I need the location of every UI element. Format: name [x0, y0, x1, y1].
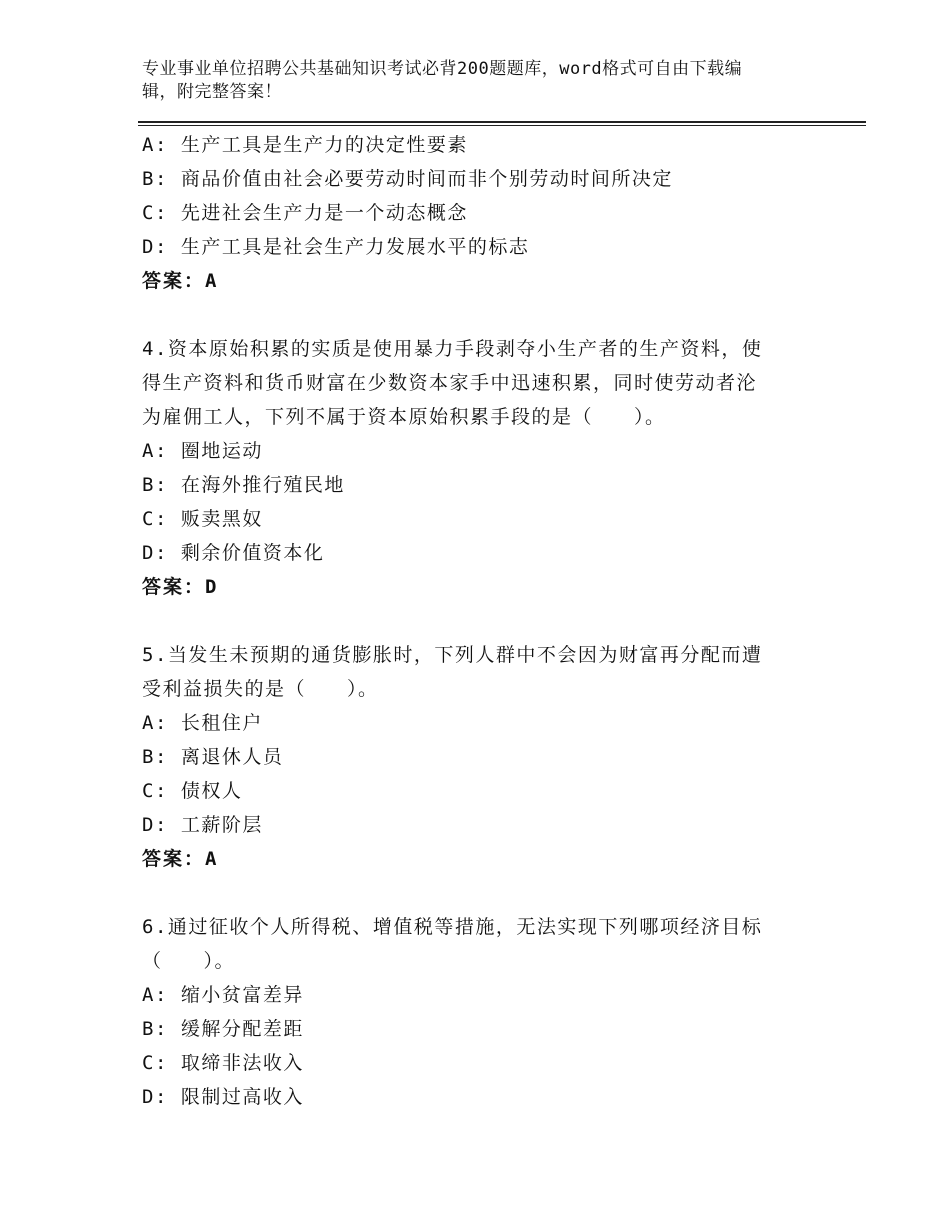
spacer: [142, 876, 822, 910]
q4-text-line-3: 为雇佣工人，下列不属于资本原始积累手段的是（ ）。: [142, 406, 666, 428]
q4-text-line-2: 得生产资料和货币财富在少数资本家手中迅速积累，同时使劳动者沦: [142, 372, 758, 394]
page-header: [142, 58, 782, 104]
q5-option-b: B: 离退休人员: [142, 746, 284, 768]
q6-text-line-1: 6.通过征收个人所得税、增值税等措施，无法实现下列哪项经济目标: [142, 916, 763, 938]
spacer: [142, 298, 822, 332]
header-rule-thin: [138, 125, 866, 126]
q6-text-line-2: （ ）。: [142, 950, 236, 972]
q4-answer: 答案：D: [142, 576, 219, 598]
q6-option-d: D: 限制过高收入: [142, 1086, 304, 1108]
q4-option-d: D: 剩余价值资本化: [142, 542, 325, 564]
question-list: [142, 128, 822, 1114]
header-rule-thick: [138, 121, 866, 123]
spacer: [142, 604, 822, 638]
q4-option-b: B: 在海外推行殖民地: [142, 474, 345, 496]
q4-text-line-1: 4.资本原始积累的实质是使用暴力手段剥夺小生产者的生产资料，使: [142, 338, 763, 360]
q4-option-a: A: 圈地运动: [142, 440, 263, 462]
q3-option-b: B: 商品价值由社会必要劳动时间而非个别劳动时间所决定: [142, 168, 673, 190]
q3-option-a: A: 生产工具是生产力的决定性要素: [142, 134, 468, 156]
question-5: [142, 638, 822, 876]
question-3: [142, 128, 822, 298]
header-line-2: 辑，附完整答案！: [142, 82, 282, 102]
question-4: [142, 332, 822, 604]
q4-option-c: C: 贩卖黑奴: [142, 508, 263, 530]
q6-option-c: C: 取缔非法收入: [142, 1052, 304, 1074]
q5-answer: 答案：A: [142, 848, 219, 870]
q5-option-c: C: 债权人: [142, 780, 243, 802]
q3-answer: 答案：A: [142, 270, 219, 292]
header-line-1: 专业事业单位招聘公共基础知识考试必背200题题库，word格式可自由下载编: [142, 59, 743, 79]
q5-option-a: A: 长租住户: [142, 712, 263, 734]
q3-option-d: D: 生产工具是社会生产力发展水平的标志: [142, 236, 530, 258]
question-6: [142, 910, 822, 1114]
q5-text-line-1: 5.当发生未预期的通货膨胀时，下列人群中不会因为财富再分配而遭: [142, 644, 763, 666]
q5-text-line-2: 受利益损失的是（ ）。: [142, 678, 379, 700]
q3-option-c: C: 先进社会生产力是一个动态概念: [142, 202, 468, 224]
q5-option-d: D: 工薪阶层: [142, 814, 263, 836]
q6-option-b: B: 缓解分配差距: [142, 1018, 304, 1040]
q6-option-a: A: 缩小贫富差异: [142, 984, 304, 1006]
